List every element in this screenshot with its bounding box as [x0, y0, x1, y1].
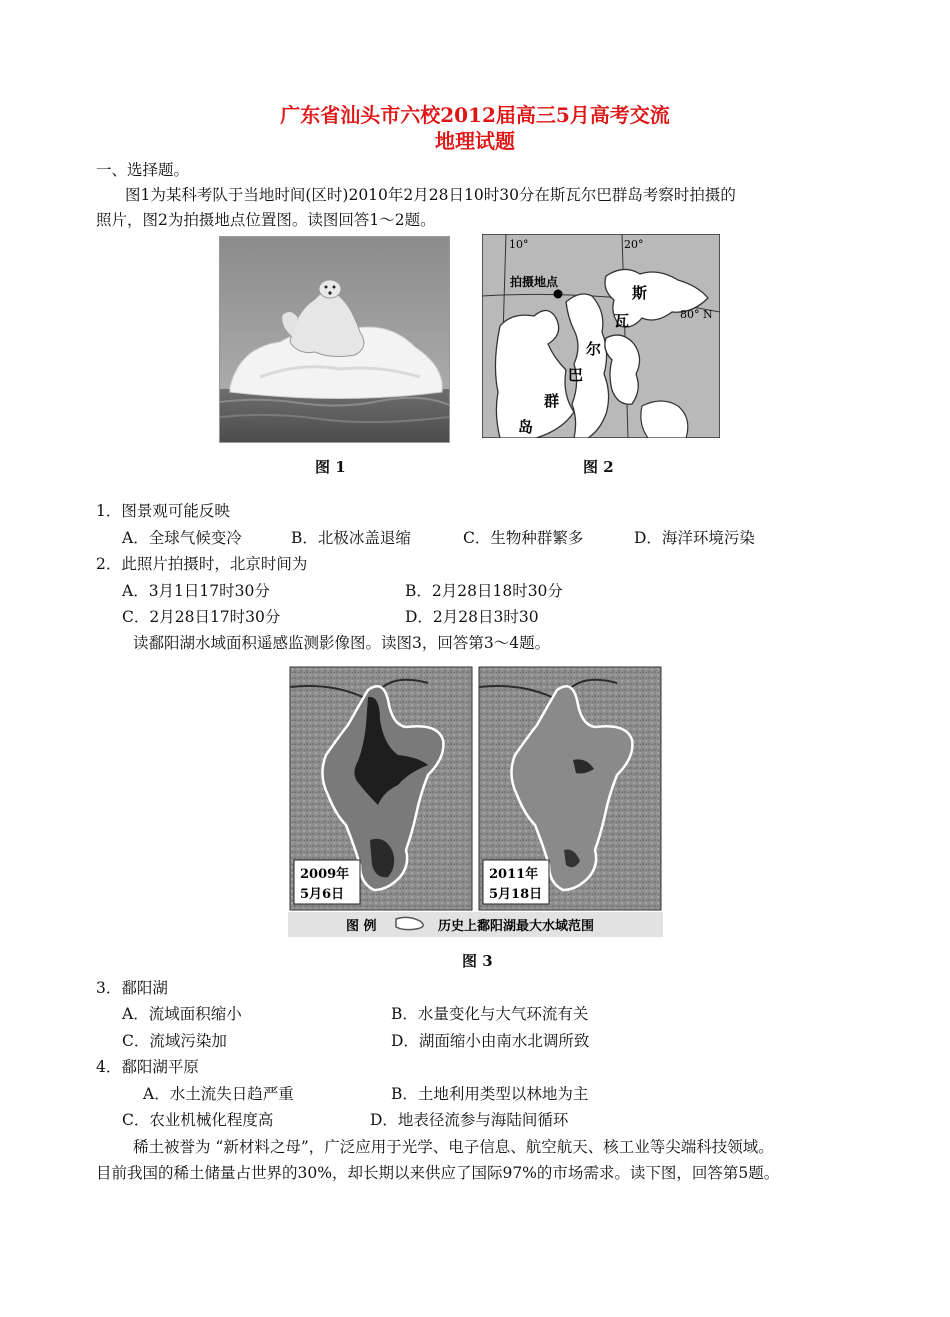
q4-option-c: C．农业机械化程度高 [122, 1111, 274, 1129]
figure-1-caption: 图 1 [315, 458, 346, 476]
intro-paragraph-line: 读鄱阳湖水域面积遥感监测影像图。读图3，回答第3～4题。 [133, 634, 551, 652]
island-name-char: 群 [544, 392, 560, 410]
q1-option-d: D．海洋环境污染 [634, 529, 755, 547]
q1-option-b: B．北极冰盖退缩 [291, 529, 411, 547]
image-2011-date-label: 5月18日 [489, 887, 543, 902]
island-name-char: 瓦 [614, 312, 630, 330]
figure-2-caption: 图 2 [583, 458, 614, 476]
q4-option-d: D．地表径流参与海陆间循环 [370, 1111, 569, 1129]
poyang-lake-satellite-image [288, 665, 663, 937]
latitude-80-label: 80° N [680, 308, 713, 321]
q3-option-d: D．湖面缩小由南水北调所致 [391, 1032, 590, 1050]
longitude-20-label: 20° [624, 238, 644, 251]
island-name-char: 尔 [586, 340, 602, 358]
q1-option-a: A．全球气候变冷 [122, 529, 242, 547]
q2-option-c: C．2月28日17时30分 [122, 608, 281, 626]
legend-title: 图 例 [346, 919, 377, 934]
q3-option-b: B．水量变化与大气环流有关 [391, 1005, 589, 1023]
question-2-stem: 2．此照片拍摄时，北京时间为 [96, 555, 308, 573]
intro-paragraph-line: 目前我国的稀土储量占世界的30%，却长期以来供应了国际97%的市场需求。读下图，回答第5题。 [96, 1164, 780, 1182]
shoot-point-label: 拍摄地点 [510, 275, 559, 289]
q4-option-a: A．水土流失日趋严重 [143, 1085, 294, 1103]
intro-paragraph-line: 图1为某科考队于当地时间(区时)2010年2月28日10时30分在斯瓦尔巴群岛考察时拍摄的 [125, 186, 736, 204]
island-name-char: 斯 [632, 284, 648, 302]
figure-3-caption: 图 3 [462, 952, 493, 970]
document-title: 广东省汕头市六校2012届高三5月高考交流 [280, 103, 670, 127]
image-2009-date-label: 5月6日 [300, 887, 345, 902]
q3-option-a: A．流域面积缩小 [122, 1005, 242, 1023]
intro-paragraph-line: 照片，图2为拍摄地点位置图。读图回答1～2题。 [96, 211, 436, 229]
section-heading: 一、选择题。 [96, 161, 190, 179]
longitude-10-label: 10° [509, 238, 529, 251]
q2-option-b: B．2月28日18时30分 [405, 582, 563, 600]
polar-bear-photo [219, 236, 450, 443]
island-name-char: 巴 [568, 366, 584, 384]
intro-paragraph-line: 稀土被誉为 “新材料之母”，广泛应用于光学、电子信息、航空航天、核工业等尖端科技领域。 [133, 1138, 774, 1156]
island-name-char: 岛 [518, 418, 534, 436]
q3-option-c: C．流域污染加 [122, 1032, 227, 1050]
svalbard-location-map [482, 234, 720, 438]
legend-text: 历史上鄱阳湖最大水域范围 [438, 919, 595, 934]
q1-option-c: C．生物种群繁多 [463, 529, 584, 547]
q2-option-d: D．2月28日3时30 [405, 608, 539, 626]
q2-option-a: A．3月1日17时30分 [122, 582, 270, 600]
image-2009-year-label: 2009年 [300, 867, 350, 882]
q4-option-b: B．土地利用类型以林地为主 [391, 1085, 589, 1103]
image-2011-year-label: 2011年 [489, 867, 539, 882]
question-3-stem: 3．鄱阳湖 [96, 979, 168, 997]
question-4-stem: 4．鄱阳湖平原 [96, 1058, 199, 1076]
question-1-stem: 1．图景观可能反映 [96, 502, 230, 520]
document-subtitle: 地理试题 [435, 129, 515, 153]
